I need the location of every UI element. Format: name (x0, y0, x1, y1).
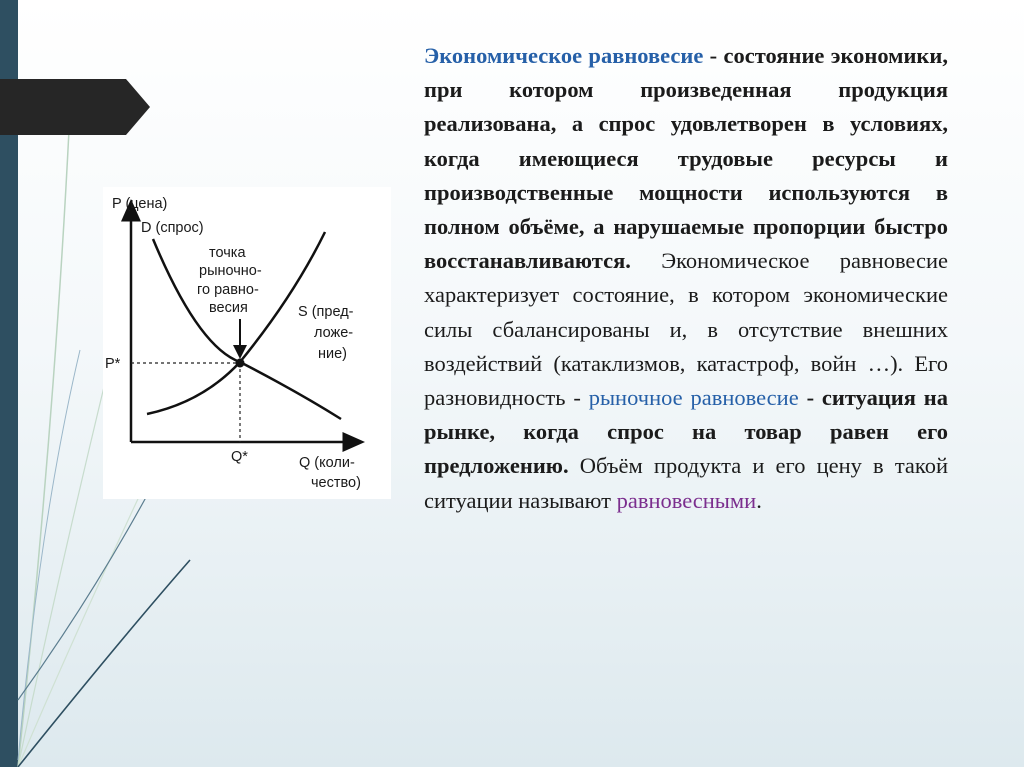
definition-end: . (756, 487, 762, 513)
definition-part-2: Экономическое равновесие характеризует состояние, в котором экономические силы сбалансированы и, в отсутствие внешних воздействий (катаклизмов, катастроф, войн …). Его разновидность - (424, 248, 948, 411)
term-equilibrium-values: равновесными (616, 487, 757, 513)
supply-label-line-1: S (пред- (298, 304, 354, 320)
supply-label-line-3: ние) (318, 346, 347, 362)
definition-part-4: Объём продукта и его цену в такой ситуации называют (424, 453, 948, 513)
y-axis-label: P (цена) (112, 196, 168, 212)
point-label-line-3: го равно- (197, 282, 259, 298)
definition-part-1: - состояние экономики, при котором произведенная продукция реализована, а спрос удовлетворен в условиях, когда имеющиеся трудовые ресурсы и производственные мощности используются в полном объёме, а нарушаемые пропорции быстро восстанавливаются. (424, 43, 948, 274)
point-label-line-2: рыночно- (199, 263, 262, 279)
term-economic-equilibrium: Экономическое равновесие (424, 43, 704, 68)
term-market-equilibrium: рыночное равновесие (588, 385, 799, 411)
point-label-line-4: весия (209, 300, 248, 316)
supply-label-line-2: ложе- (314, 325, 354, 341)
definition-text (424, 39, 948, 518)
demand-label: D (спрос) (141, 220, 204, 236)
supply-demand-graph (103, 187, 391, 499)
p-star-label: P* (105, 356, 121, 372)
equilibrium-point (236, 359, 245, 368)
point-label-line-1: точка (209, 245, 246, 261)
definition-part-3: - ситуация на рынке, когда спрос на товар равен его предложению. (424, 385, 949, 479)
x-axis-label-line-2: чество) (311, 475, 361, 491)
x-axis-label-line-1: Q (коли- (299, 455, 355, 471)
q-star-label: Q* (231, 449, 248, 465)
